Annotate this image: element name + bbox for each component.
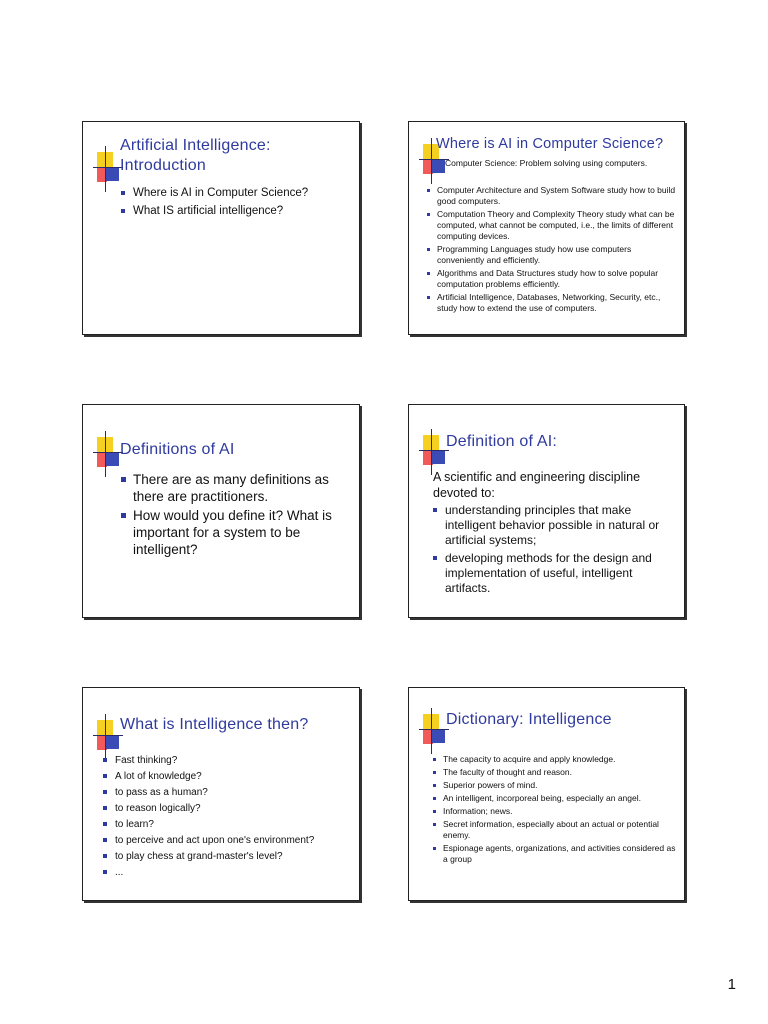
bullet-icon [433,847,436,850]
list-item: The capacity to acquire and apply knowledge. [433,754,679,765]
bullet-icon [433,784,436,787]
list-item: The faculty of thought and reason. [433,767,679,778]
list-item: to play chess at grand-master's level? [103,850,355,863]
slide-intro-text: A scientific and engineering discipline devoted to: [433,470,641,500]
list-item: developing methods for the design and implementation of useful, intelligent artifacts. [433,551,679,596]
bullet-icon [121,513,126,518]
bullet-icon [427,189,430,192]
slide-definition-of-ai [408,404,685,618]
bullet-list [121,186,353,222]
list-item: to pass as a human? [103,786,355,799]
slide-title: Artificial Intelligence: Introduction [120,137,271,174]
slide-ai-introduction [82,121,360,335]
bullet-icon [433,758,436,761]
slide-title: Definition of AI: [446,433,558,450]
bullet-icon [103,790,107,794]
bullet-icon [103,774,107,778]
slide-definitions-of-ai [82,404,360,618]
bullet-icon [433,771,436,774]
list-item: to perceive and act upon one's environment? [103,834,355,847]
bullet-icon [427,272,430,275]
list-item: There are as many definitions as there are practitioners. [121,471,353,505]
bullet-icon [433,797,436,800]
bullet-icon [103,758,107,762]
slide-dictionary-intelligence [408,687,685,901]
list-item: Artificial Intelligence, Databases, Networking, Security, etc., study how to extend the use of computers. [427,292,679,314]
list-item: Espionage agents, organizations, and activities considered as a group [433,843,679,865]
bullet-list [103,754,355,882]
list-item: to reason logically? [103,802,355,815]
list-item: A lot of knowledge? [103,770,355,783]
bullet-icon [427,248,430,251]
bullet-list [433,503,679,599]
list-item: Secret information, especially about an actual or potential enemy. [433,819,679,841]
list-item: Fast thinking? [103,754,355,767]
list-item: Computation Theory and Complexity Theory study what can be computed, what cannot be computed, i.e., the limits of different computing devices. [427,209,679,242]
bullet-list [433,754,679,867]
bullet-icon [121,477,126,482]
bullet-icon [103,870,107,874]
list-item: Computer Architecture and System Software study how to build good computers. [427,185,679,207]
slide-subtitle: Computer Science: Problem solving using computers. [445,158,648,168]
bullet-icon [433,556,437,560]
bullet-icon [433,823,436,826]
bullet-icon [103,838,107,842]
slide-title: Where is AI in Computer Science? [436,136,664,152]
list-item: An intelligent, incorporeal being, especially an angel. [433,793,679,804]
slide-where-is-ai [408,121,685,335]
list-item: ... [103,866,355,879]
list-item: Information; news. [433,806,679,817]
bullet-icon [433,508,437,512]
list-item: Algorithms and Data Structures study how to solve popular computation problems efficiently. [427,268,679,290]
slide-title: Definitions of AI [120,441,235,458]
bullet-icon [427,213,430,216]
bullet-icon [103,854,107,858]
bullet-icon [103,822,107,826]
list-item: Superior powers of mind. [433,780,679,791]
slide-title: What is Intelligence then? [120,716,309,733]
list-item: What IS artificial intelligence? [121,204,353,219]
bullet-icon [121,209,125,213]
bullet-icon [121,191,125,195]
bullet-list [427,185,679,316]
list-item: to learn? [103,818,355,831]
list-item: Where is AI in Computer Science? [121,186,353,201]
bullet-icon [433,810,436,813]
list-item: How would you define it? What is important for a system to be intelligent? [121,507,353,558]
bullet-list [121,471,353,560]
bullet-icon [427,296,430,299]
page-number: 1 [727,976,736,993]
bullet-icon [103,806,107,810]
list-item: understanding principles that make intelligent behavior possible in natural or artificial systems; [433,503,679,548]
slide-what-is-intelligence [82,687,360,901]
list-item: Programming Languages study how use computers conveniently and efficiently. [427,244,679,266]
slide-title: Dictionary: Intelligence [446,711,612,728]
